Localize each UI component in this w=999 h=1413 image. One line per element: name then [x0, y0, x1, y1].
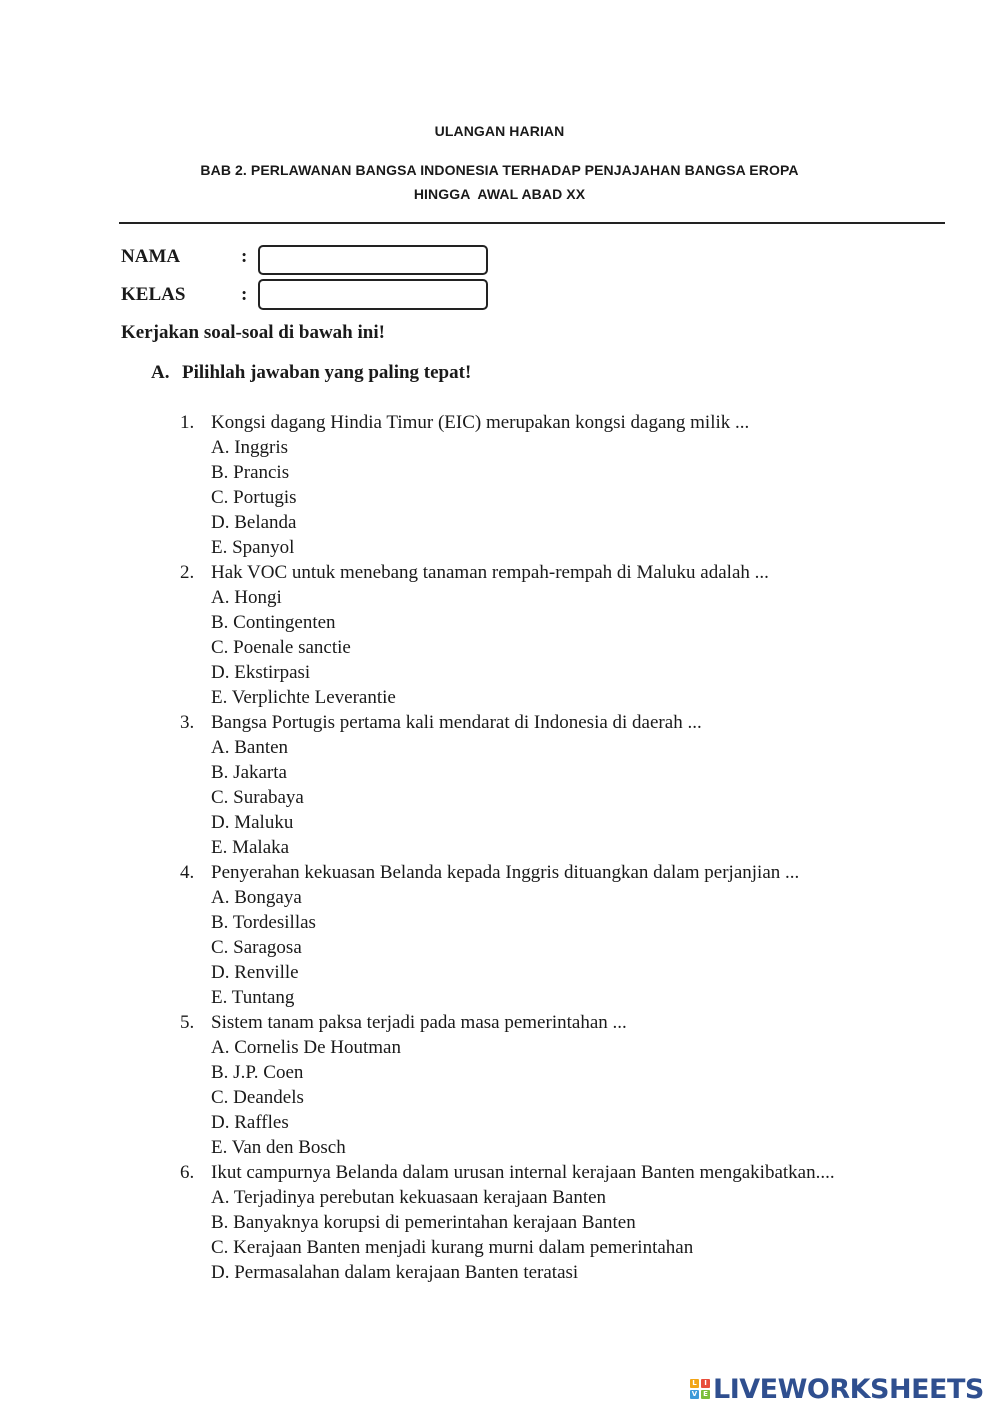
chapter-title-line-1: BAB 2. PERLAWANAN BANGSA INDONESIA TERHADAP PENJAJAHAN BANGSA EROPA	[200, 162, 799, 178]
answer-option[interactable]: E. Van den Bosch	[211, 1137, 346, 1158]
answer-option[interactable]: C. Saragosa	[211, 937, 302, 958]
answer-option[interactable]: D. Renville	[211, 962, 299, 983]
answer-option[interactable]: A. Hongi	[211, 587, 282, 608]
question-text: Sistem tanam paksa terjadi pada masa pemerintahan ...	[211, 1012, 627, 1033]
question-item	[0, 410, 999, 560]
question-text: Hak VOC untuk menebang tanaman rempah-rempah di Maluku adalah ...	[211, 562, 769, 583]
answer-option[interactable]: A. Terjadinya perebutan kekuasaan kerajaan Banten	[211, 1187, 607, 1208]
answer-option[interactable]: A. Inggris	[211, 437, 289, 458]
answer-option[interactable]: B. Prancis	[211, 462, 290, 483]
answer-option[interactable]: C. Poenale sanctie	[211, 637, 351, 658]
chapter-title-line-2: HINGGA AWAL ABAD XX	[413, 186, 586, 202]
answer-option[interactable]: B. Banyaknya korupsi di pemerintahan kerajaan Banten	[211, 1212, 636, 1233]
logo-mark-tile: E	[701, 1390, 710, 1399]
answer-option[interactable]: E. Tuntang	[211, 987, 295, 1008]
answer-option[interactable]: A. Banten	[211, 737, 289, 758]
question-line	[0, 560, 999, 585]
logo-mark-icon	[690, 1379, 710, 1399]
class-input[interactable]	[258, 279, 488, 310]
question-text: Ikut campurnya Belanda dalam urusan internal kerajaan Banten mengakibatkan....	[211, 1162, 835, 1183]
answer-option[interactable]: A. Cornelis De Houtman	[211, 1037, 401, 1058]
answer-option[interactable]: C. Surabaya	[211, 787, 304, 808]
logo-mark-tile: V	[691, 1390, 698, 1398]
answer-option[interactable]: C. Deandels	[211, 1087, 304, 1108]
question-number: 2.	[180, 562, 195, 583]
question-text: Kongsi dagang Hindia Timur (EIC) merupakan kongsi dagang milik ...	[211, 412, 750, 433]
class-colon: :	[241, 284, 248, 305]
answer-option[interactable]: E. Spanyol	[211, 537, 295, 558]
question-number: 4.	[180, 862, 195, 883]
answer-option[interactable]: D. Belanda	[211, 512, 297, 533]
question-item	[0, 1160, 999, 1285]
question-line	[0, 860, 999, 885]
answer-option[interactable]: B. Jakarta	[211, 762, 287, 783]
class-label: KELAS	[121, 284, 186, 305]
question-text: Bangsa Portugis pertama kali mendarat di Indonesia di daerah ...	[211, 712, 702, 733]
question-item	[0, 860, 999, 1010]
header-divider	[119, 222, 945, 224]
question-line	[0, 710, 999, 735]
name-colon: :	[241, 246, 248, 267]
question-number: 1.	[180, 412, 195, 433]
answer-option[interactable]: B. Contingenten	[211, 612, 336, 633]
page-title: ULANGAN HARIAN	[434, 123, 565, 139]
instruction-text: Kerjakan soal-soal di bawah ini!	[121, 322, 385, 343]
question-text: Penyerahan kekuasan Belanda kepada Inggris dituangkan dalam perjanjian ...	[211, 862, 800, 883]
logo-mark-tile: I	[701, 1379, 710, 1388]
question-line	[0, 1010, 999, 1035]
answer-option[interactable]: B. Tordesillas	[211, 912, 316, 933]
section-heading	[151, 362, 471, 384]
answer-option[interactable]: E. Verplichte Leverantie	[211, 687, 396, 708]
answer-option[interactable]: B. J.P. Coen	[211, 1062, 304, 1083]
logo-text: LIVEWORKSHEETS	[713, 1373, 984, 1405]
question-line	[0, 410, 999, 435]
answer-option[interactable]: D. Maluku	[211, 812, 294, 833]
question-number: 5.	[180, 1012, 195, 1033]
logo-mark-tile: L	[690, 1379, 699, 1388]
question-list	[0, 410, 999, 1285]
answer-option[interactable]: E. Malaka	[211, 837, 290, 858]
question-item	[0, 560, 999, 710]
question-item	[0, 710, 999, 860]
answer-option[interactable]: D. Ekstirpasi	[211, 662, 311, 683]
section-letter: A.	[151, 362, 170, 383]
answer-option[interactable]: D. Permasalahan dalam kerajaan Banten teratasi	[211, 1262, 579, 1283]
liveworksheets-logo[interactable]	[690, 1372, 984, 1406]
name-input[interactable]	[258, 245, 488, 275]
question-item	[0, 1010, 999, 1160]
question-number: 6.	[180, 1162, 195, 1183]
answer-option[interactable]: C. Kerajaan Banten menjadi kurang murni dalam pemerintahan	[211, 1237, 694, 1258]
answer-option[interactable]: D. Raffles	[211, 1112, 289, 1133]
question-line	[0, 1160, 999, 1185]
section-title: Pilihlah jawaban yang paling tepat!	[182, 362, 472, 383]
name-label: NAMA	[121, 246, 181, 267]
answer-option[interactable]: A. Bongaya	[211, 887, 302, 908]
answer-option[interactable]: C. Portugis	[211, 487, 297, 508]
question-number: 3.	[180, 712, 195, 733]
